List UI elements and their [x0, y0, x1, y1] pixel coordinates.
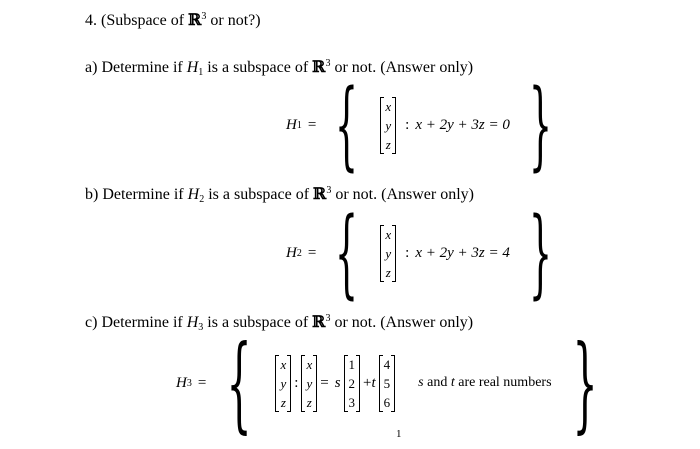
condition: x + 2y + 3z = 4: [415, 244, 510, 261]
condition: x + 2y + 3z = 0: [415, 116, 510, 133]
part-a-question: a) Determine if $H_1$ is a subspace of ℝ$^3$ or not. (Answer only): [85, 57, 474, 78]
equation-h2: H 2 = { x y z : x + 2y + 3z = 4 }: [286, 197, 553, 309]
column-vector-xyz-2: x y z: [301, 355, 317, 412]
equation-h1: H 1 = { x y z : x + 2y + 3z = 0 }: [286, 69, 553, 181]
condition: s and t are real numbers: [418, 375, 552, 390]
left-brace: {: [335, 197, 359, 309]
equation-h3: H 3 = { x y z : x y z = s 1 2 3 + t 4 5 6 s and t are real numbers }: [176, 322, 598, 444]
part-c-question: c) Determine if $H_3$ is a subspace of ℝ$^3$ or not. (Answer only): [85, 312, 474, 333]
problem-heading: 4. (Subspace of ℝ$^3$ or not?): [85, 10, 261, 29]
column-vector-xyz: x y z: [380, 225, 396, 282]
column-vector-xyz: x y z: [380, 97, 396, 154]
page-number: 1: [396, 428, 402, 440]
column-vector-123: 1 2 3: [344, 355, 361, 412]
column-vector-456: 4 5 6: [379, 355, 396, 412]
left-brace: {: [226, 322, 252, 444]
right-brace: }: [528, 69, 553, 181]
right-brace: }: [572, 322, 598, 444]
left-brace: {: [335, 69, 359, 181]
right-brace: }: [528, 197, 553, 309]
part-b-question: b) Determine if $H_2$ is a subspace of ℝ$^3$ or not. (Answer only): [85, 184, 474, 205]
column-vector-xyz: x y z: [275, 355, 291, 412]
